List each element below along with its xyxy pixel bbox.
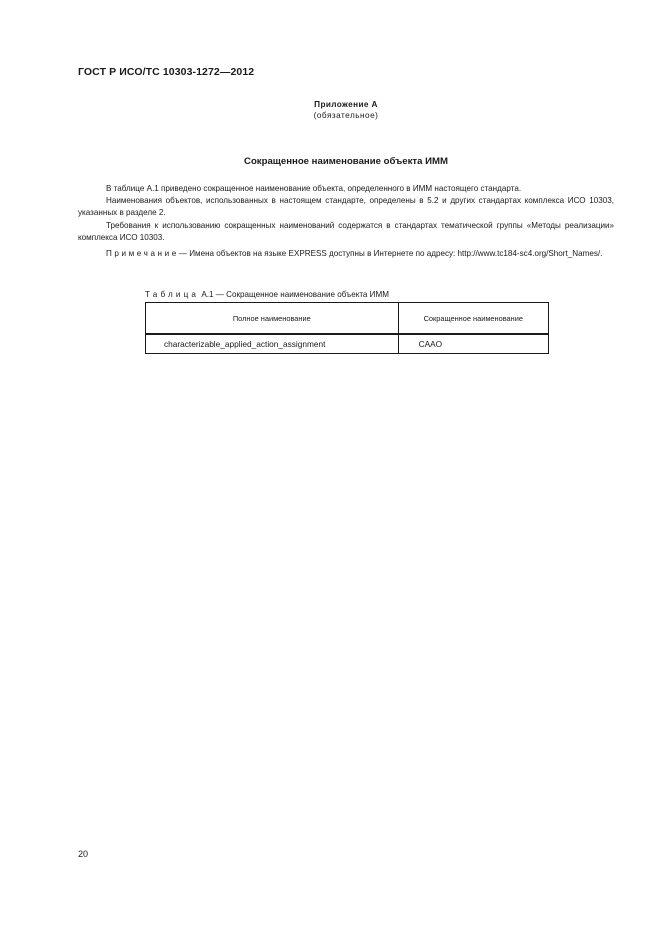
paragraph-2: Наименования объектов, использованных в настоящем стандарте, определены в 5.2 и других стандартах комплекса ИСО 10303, указанных в разделе 2. — [78, 196, 614, 218]
page-number: 20 — [78, 849, 89, 859]
note-label: Примечание — [106, 249, 179, 259]
paragraph-3: Требования к использованию сокращенных наименований содержатся в стандартах тематической группы «Методы реализации» комплекса ИСО 10303. — [78, 220, 614, 242]
section-title: Сокращенное наименование объекта ИММ — [244, 156, 448, 167]
table-caption-text: А.1 — Сокращенное наименование объекта ИММ — [201, 290, 389, 299]
document-header-id: ГОСТ Р ИСО/ТС 10303-1272—2012 — [78, 66, 255, 78]
column-header-full-name: Полное наименование — [146, 303, 399, 335]
column-header-short-name: Сокращенное наименование — [398, 303, 548, 335]
appendix-heading — [78, 99, 614, 121]
appendix-title: Приложение А — [314, 100, 378, 109]
full-name-cell: characterizable_applied_action_assignment — [146, 334, 399, 354]
short-name-cell: CAAO — [398, 334, 548, 354]
note-paragraph — [78, 248, 614, 260]
paragraph-1: В таблице А.1 приведено сокращенное наименование объекта, определенного в ИММ настоящего стандарта. — [106, 184, 522, 193]
table-caption — [145, 290, 389, 299]
abbreviation-table — [145, 302, 549, 354]
table-header-row — [146, 303, 549, 335]
body-text — [78, 183, 614, 260]
table-row — [146, 334, 549, 354]
note-text: — Имена объектов на языке EXPRESS доступны в Интернете по адресу: http://www.tc184-sc4.org/Short_Names/. — [178, 249, 603, 259]
appendix-status: (обязательное) — [313, 111, 379, 120]
table-caption-label: Таблица — [145, 290, 200, 299]
